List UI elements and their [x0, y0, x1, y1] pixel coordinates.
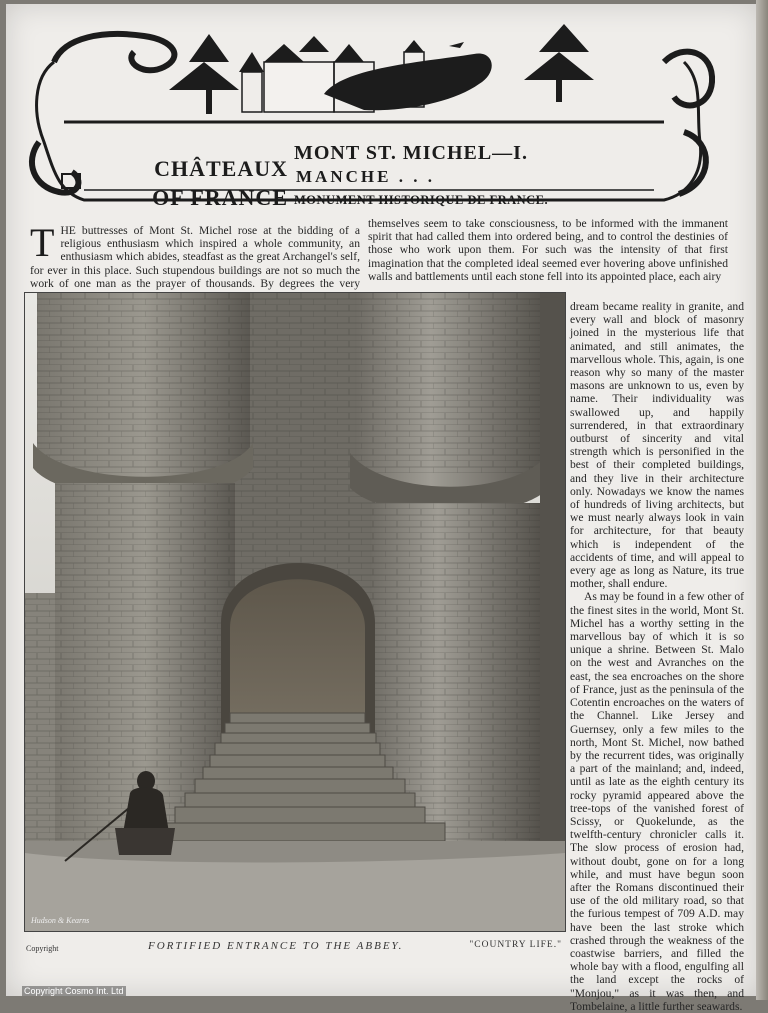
- photo-caption: [24, 938, 564, 958]
- article-title: [294, 140, 654, 210]
- body-column-2: [368, 217, 728, 283]
- header-banner: [24, 22, 716, 212]
- series-title-line-1: CHÂTEAUX: [154, 156, 288, 181]
- series-title-line-2: OF FRANCE: [152, 185, 288, 210]
- article-title-line-2: MANCHE . . .: [296, 167, 435, 186]
- caption-copyright: Copyright: [26, 944, 59, 953]
- drop-cap: T: [30, 220, 55, 265]
- caption-credit: "COUNTRY LIFE.": [469, 940, 562, 950]
- body-paragraph: themselves seem to take consciousness, to be informed with the immanent spirit that had called them into ordered being, and to control the destinies of those who work upon them. For such was the intensity of that first imagination that the completed ideal seemed ever hovering above unfinished walls and battlements until each stone fell into its appointed place, each airy: [368, 217, 728, 283]
- body-paragraph: HE buttresses of Mont St. Michel rose at the bidding of a religious enthusiasm which inspired a whole community, an enthusiasm which abides, steadfast as the great Archangel's self, for ever in this place. Such stupendous buildings are not so much the work of one man as the prayer of thousands. By degrees the very: [30, 224, 360, 290]
- scan-edge: [756, 0, 768, 1000]
- caption-title: FORTIFIED ENTRANCE TO THE ABBEY.: [148, 940, 404, 952]
- abbey-entrance-photo: [24, 292, 566, 932]
- body-column-3: [570, 300, 744, 1013]
- body-paragraph: As may be found in a few other of the finest sites in the world, Mont St. Michel has a worthy setting in the marvellous bay of which it is so unique a shrine. Between St. Malo on the west and Avranches on the east, the sea encroaches on the shore of France, just as the peninsula of the Cotentin encroaches on the waters of the Channel. Like Jersey and Guernsey, only a few miles to the north, Mont St. Michel, now bathed by the recurrent tides, was originally a part of the mainland; and, indeed, until as late as the eighth century its rocky pyramid appeared above the tree-tops of the vanished forest of Scissy, or Quokelunde, as the twelfth-century chronicler calls it. The slow process of erosion had, without doubt, gone on for a long while, and must have begun soon after the Romans discontinued their use of the old military road, so that the furious tempest of 709 A.D. may have been the last stroke which crashed through the weakness of the coastwise barriers, and filled the whole bay with a flood, engulfing all the land except the rocks of "Monjou," as it was then, and Tombelaine, a little further seawards.: [570, 590, 744, 1013]
- article-title-line-1: MONT ST. MICHEL—I.: [294, 142, 528, 164]
- article-subtitle: MONUMENT HISTORIQUE DE FRANCE.: [294, 193, 549, 207]
- body-paragraph: dream became reality in granite, and every wall and block of masonry joined in the mysterious life that animated, and still animates, the marvellous whole. This, again, is one reason why so many of the master masons are unknown to us, even by name. Their individuality was swallowed up, and happily surrendered, in that extraordinary outburst of sincerity and vital strength which is personified in the best of their completed buildings, and they live in their architecture only. Nowadays we know the names of hundreds of living architects, but we must nearly always look in vain for architecture, for that beauty which is independent of the accidents of time, and will appeal to every age as long as Nature, its true mother, shall endure.: [570, 300, 744, 591]
- photo-illustration: [25, 293, 565, 931]
- copyright-watermark: Copyright Cosmo Int. Ltd: [24, 986, 124, 996]
- series-title: [108, 154, 288, 212]
- photographer-signature: Hudson & Kearns: [31, 916, 90, 925]
